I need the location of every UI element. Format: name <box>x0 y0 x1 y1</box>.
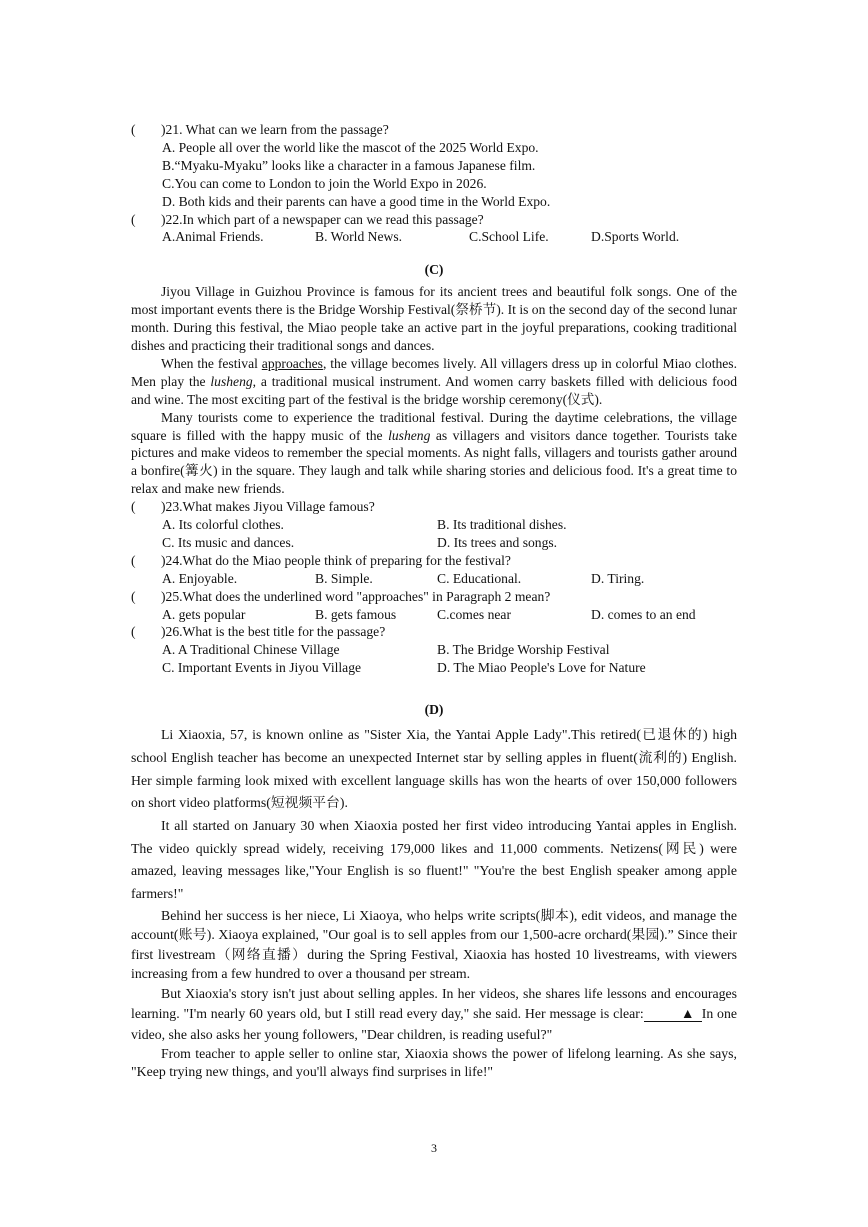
paragraph: It all started on January 30 when Xiaoxia posted her first video introducing Yantai apples in English. The video quickly spread widely, receiving 179,000 likes and 11,000 comments. Netizens(网民) were amazed, leaving messages like,"Your English is so fluent!" "You're the best English speaker among apple farmers!" <box>131 817 737 902</box>
question-stem: )21. What can we learn from the passage? <box>161 122 389 137</box>
option-a: A.Animal Friends. <box>162 229 264 245</box>
question-24 <box>131 552 737 570</box>
answer-paren: ( <box>131 122 136 137</box>
question-stem: )22.In which part of a newspaper can we read this passage? <box>161 211 484 227</box>
option-b: B.“Myaku-Myaku” looks like a character in a famous Japanese film. <box>162 157 536 173</box>
option-d: D. Its trees and songs. <box>437 534 558 550</box>
question-25 <box>131 588 737 606</box>
option-b: B. gets famous <box>315 606 397 622</box>
paragraph: But Xiaoxia's story isn't just about selling apples. In her videos, she shares life lessons and encourages learning. "I'm nearly 60 years old, but I still read every day," she said. Her message is clear: ▲ In one video, she also asks her young followers, "Dear children, is reading useful?" <box>131 985 737 1042</box>
option-d: D.Sports World. <box>591 229 680 245</box>
options-row <box>131 228 737 246</box>
question-26 <box>131 623 737 641</box>
option-a: A. gets popular <box>162 606 246 622</box>
option-a: A. A Traditional Chinese Village <box>162 642 340 658</box>
answer-paren: ( <box>131 624 136 640</box>
answer-paren: ( <box>131 588 136 604</box>
option-d: D. The Miao People's Love for Nature <box>437 660 646 676</box>
option-c: C. Important Events in Jiyou Village <box>162 660 362 676</box>
option-a: A. People all over the world like the mascot of the 2025 World Expo. <box>162 139 539 155</box>
answer-paren: ( <box>131 552 136 568</box>
option-b: B. Its traditional dishes. <box>437 517 567 533</box>
question-stem: )24.What do the Miao people think of preparing for the festival? <box>161 552 511 568</box>
paragraph: From teacher to apple seller to online star, Xiaoxia shows the power of lifelong learning. As she says, "Keep trying new things, and you'll always find surprises in life!" <box>131 1046 737 1080</box>
paragraph: Many tourists come to experience the traditional festival. During the daytime celebrations, the village square is filled with the happy music of the lusheng as villagers and visitors dance together. Tourists take pictures and make videos to remember the special moments. As night falls, villagers and tourists gather around a bonfire(篝火) in the square. They laugh and talk while sharing stories and delicious food. It's a great time to relax and make new friends. <box>131 409 737 497</box>
option-d: D. Tiring. <box>591 570 645 586</box>
paragraph: Li Xiaoxia, 57, is known online as "Sister Xia, the Yantai Apple Lady".This retired(已退休的) high school English teacher has become an unexpected Internet star by selling apples in fluent(流利的) English. Her simple farming look mixed with excellent language skills has won the hearts of over 150,000 followers on short video platforms(短视频平台). <box>131 727 737 811</box>
answer-paren: ( <box>131 211 136 227</box>
paragraph: Jiyou Village in Guizhou Province is famous for its ancient trees and beautiful folk songs. One of the most important events there is the Bridge Worship Festival(祭桥节). It is on the second day of the second lunar month. During this festival, the Miao people take an active part in the joyful preparations, cooking traditional dishes and practicing their traditional songs and dances. <box>131 284 737 353</box>
section-d-heading: (D) <box>424 702 444 718</box>
paragraph: Behind her success is her niece, Li Xiaoya, who helps write scripts(脚本), edit videos, and manage the account(账号). Xiaoya explained, "Our goal is to sell apples from our 1,500-acre orchard(果园).” Since their first livestream（网络直播）during the Spring Festival, Xiaoxia has hosted 10 livestreams, with viewers increasing from a few hundred to over a thousand per stream. <box>131 907 737 982</box>
section-c-heading: (C) <box>424 262 444 278</box>
question-21 <box>131 121 737 139</box>
question-23 <box>131 498 737 516</box>
options-row <box>131 534 737 552</box>
option-b: B. The Bridge Worship Festival <box>437 642 610 658</box>
option-d: D. comes to an end <box>591 606 696 622</box>
option-c: C. Educational. <box>437 570 522 586</box>
paragraph: When the festival approaches, the village becomes lively. All villagers dress up in colorful Miao clothes. Men play the lusheng, a traditional musical instrument. And women carry baskets filled with delicious food and wine. The most exciting part of the festival is the bridge worship ceremony(仪式). <box>131 355 738 407</box>
option-d: D. Both kids and their parents can have a good time in the World Expo. <box>162 193 551 209</box>
option-a: A. Its colorful clothes. <box>162 517 284 533</box>
answer-paren: ( <box>131 499 136 515</box>
option-c: C. Its music and dances. <box>162 534 295 550</box>
question-22 <box>131 211 737 229</box>
option-b: B. Simple. <box>315 570 373 586</box>
options-row <box>131 659 737 677</box>
option-a: A. Enjoyable. <box>162 570 238 586</box>
question-stem: )26.What is the best title for the passage? <box>161 624 386 640</box>
fill-blank: ▲ <box>644 1007 702 1022</box>
options-row <box>131 641 737 659</box>
options-row <box>131 570 737 588</box>
option-c: C.comes near <box>437 606 511 622</box>
exam-page <box>131 121 737 1081</box>
question-stem: )23.What makes Jiyou Village famous? <box>161 499 375 515</box>
options-row <box>131 516 737 534</box>
options-row <box>131 606 737 624</box>
option-c: C.School Life. <box>469 229 549 245</box>
option-b: B. World News. <box>315 229 403 245</box>
question-stem: )25.What does the underlined word "approaches" in Paragraph 2 mean? <box>161 588 551 604</box>
page-number: 3 <box>431 1141 437 1155</box>
underlined-word: approaches <box>261 355 323 371</box>
option-c: C.You can come to London to join the World Expo in 2026. <box>162 175 487 191</box>
